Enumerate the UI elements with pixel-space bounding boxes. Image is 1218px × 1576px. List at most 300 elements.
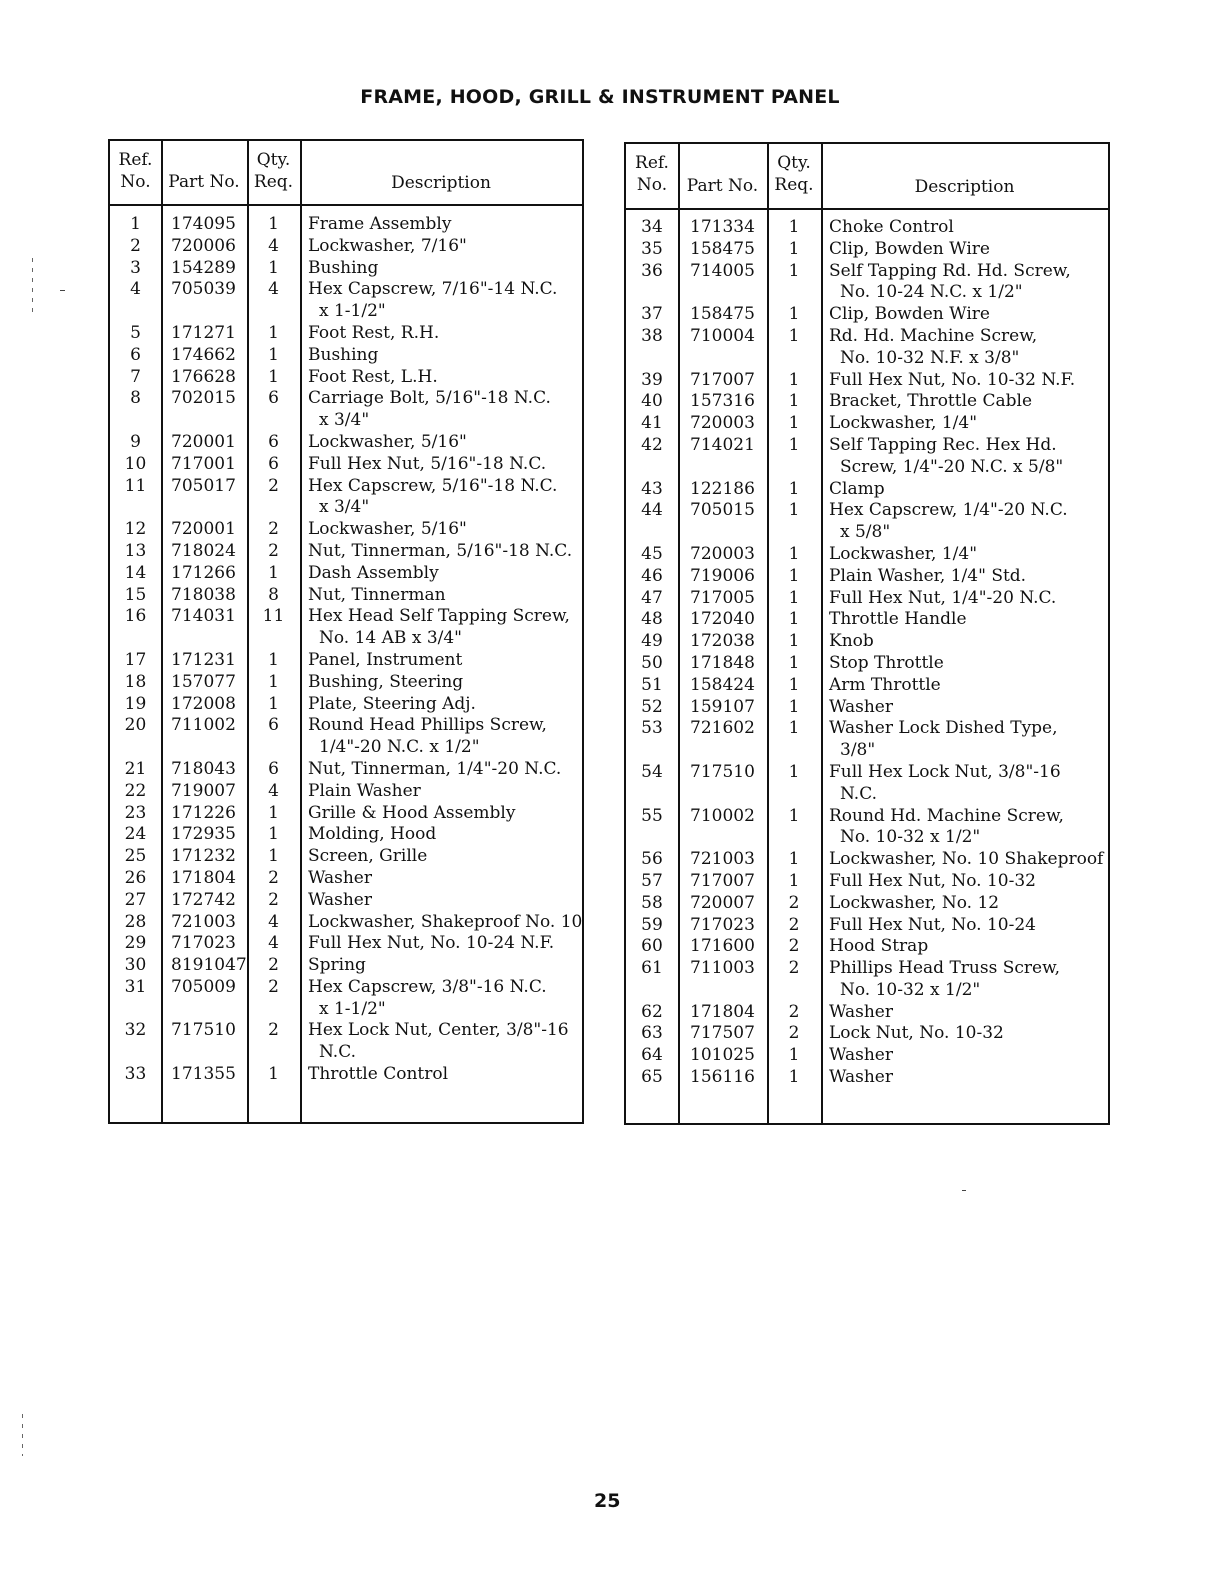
description — [829, 958, 1109, 1002]
scan-speck — [60, 290, 65, 291]
description — [829, 304, 1109, 326]
description-continuation: 3/8" — [840, 740, 876, 761]
header-qty-line1: Qty. — [256, 150, 291, 170]
description-line: Spring — [308, 955, 366, 976]
ref-no: 1 — [130, 214, 141, 234]
description-line: Screen, Grille — [308, 846, 428, 867]
description — [308, 214, 583, 236]
table-row — [110, 824, 582, 846]
ref-no: 53 — [641, 718, 663, 739]
ref-no: 37 — [641, 304, 663, 325]
description-line: Bushing — [308, 257, 379, 278]
description-line: Clip, Bowden Wire — [829, 304, 990, 325]
description — [829, 893, 1109, 915]
ref-no: 18 — [124, 671, 147, 692]
ref-no: 39 — [641, 369, 663, 390]
qty-req: 2 — [268, 519, 279, 540]
description — [308, 650, 583, 672]
description-continuation: x 1-1/2" — [319, 998, 386, 1019]
part-no: 718024 — [171, 540, 236, 561]
ref-no: 33 — [124, 1064, 147, 1085]
description-line: Full Hex Lock Nut, 3/8"-16 — [829, 761, 1061, 782]
qty-req: 6 — [268, 715, 279, 736]
table-row — [110, 759, 582, 781]
description-line: Lockwasher, Shakeproof No. 10 — [308, 911, 583, 932]
description-continuation: Screw, 1/4"-20 N.C. x 5/8" — [840, 456, 1064, 477]
description — [829, 1023, 1109, 1045]
qty-req: 2 — [268, 955, 279, 976]
table-row — [110, 541, 582, 563]
qty-req: 2 — [268, 1020, 279, 1041]
table-row — [626, 1023, 1108, 1045]
table-row — [626, 915, 1108, 937]
part-no: 702015 — [171, 388, 236, 409]
part-no: 122186 — [690, 478, 755, 499]
table-row — [626, 631, 1108, 653]
qty-req: 2 — [788, 936, 800, 957]
table-row — [626, 413, 1108, 435]
part-no: 717023 — [171, 933, 236, 954]
description-continuation: No. 14 AB x 3/4" — [319, 628, 462, 649]
part-no: 172742 — [171, 889, 236, 910]
qty-req: 6 — [268, 431, 279, 452]
description-line: Washer — [308, 867, 372, 888]
header-ref-line1: Ref. — [635, 153, 669, 173]
table-row — [110, 236, 582, 258]
qty-req: 6 — [268, 388, 279, 409]
description — [829, 261, 1109, 305]
part-no: 719006 — [690, 565, 755, 586]
ref-no: 25 — [124, 846, 147, 867]
ref-no: 56 — [641, 849, 663, 870]
header-ref-line2: No. — [120, 172, 151, 192]
description — [308, 606, 583, 650]
description-line: Bushing — [308, 344, 379, 365]
qty-req: 1 — [788, 696, 800, 717]
description — [829, 762, 1109, 806]
description-continuation: x 1-1/2" — [319, 301, 386, 322]
parts-table-left — [108, 139, 584, 1124]
description-line: Lockwasher, 1/4" — [829, 413, 978, 434]
description-line: Dash Assembly — [308, 562, 439, 583]
table-row — [110, 715, 582, 759]
qty-req: 1 — [788, 849, 800, 870]
part-no: 158475 — [690, 238, 755, 259]
ref-no: 50 — [641, 652, 663, 673]
header-part-no: Part No. — [686, 176, 759, 196]
qty-req: 4 — [268, 279, 279, 300]
description-continuation: No. 10-32 x 1/2" — [840, 827, 981, 848]
qty-req: 2 — [788, 958, 800, 979]
part-no: 172038 — [690, 631, 755, 652]
description-line: Lockwasher, 5/16" — [308, 519, 467, 540]
ref-no: 63 — [641, 1023, 663, 1044]
ref-no: 6 — [130, 344, 141, 365]
table-row — [626, 1067, 1108, 1089]
ref-no: 26 — [124, 867, 147, 888]
description-line: Lockwasher, No. 10 Shakeproof — [829, 849, 1104, 870]
description-continuation: x 5/8" — [840, 522, 891, 543]
part-no: 721003 — [690, 849, 755, 870]
description-line: Lockwasher, No. 12 — [829, 892, 1000, 913]
page-title: FRAME, HOOD, GRILL & INSTRUMENT PANEL — [360, 86, 840, 108]
part-no: 705017 — [171, 475, 236, 496]
description-line: Full Hex Nut, No. 10-32 N.F. — [829, 369, 1076, 390]
description-continuation: 1/4"-20 N.C. x 1/2" — [319, 737, 480, 758]
part-no: 717007 — [690, 870, 755, 891]
qty-req: 4 — [268, 235, 279, 256]
table-row — [110, 1064, 582, 1086]
description-line: Carriage Bolt, 5/16"-18 N.C. — [308, 388, 551, 409]
ref-no: 51 — [641, 674, 663, 695]
ref-no: 14 — [124, 562, 147, 583]
ref-no: 62 — [641, 1001, 663, 1022]
ref-no: 10 — [124, 453, 147, 474]
qty-req: 1 — [788, 434, 800, 455]
description-continuation: N.C. — [840, 783, 877, 804]
rows-right — [626, 217, 1108, 1089]
description-line: Lockwasher, 7/16" — [308, 235, 467, 256]
part-no: 720006 — [171, 235, 236, 256]
description-line: Choke Control — [829, 217, 954, 237]
description-line: Round Hd. Machine Screw, — [829, 805, 1064, 826]
qty-req: 1 — [268, 693, 279, 714]
description — [829, 544, 1109, 566]
description-line: Nut, Tinnerman, 5/16"-18 N.C. — [308, 540, 573, 561]
description-line: Full Hex Nut, 1/4"-20 N.C. — [829, 587, 1057, 608]
part-no: 174095 — [171, 214, 236, 234]
part-no: 159107 — [690, 696, 755, 717]
description-line: Plain Washer — [308, 780, 421, 801]
description-line: Hex Capscrew, 5/16"-18 N.C. — [308, 475, 558, 496]
description — [829, 806, 1109, 850]
scan-speck — [962, 1190, 966, 1191]
qty-req: 1 — [788, 761, 800, 782]
qty-req: 4 — [268, 780, 279, 801]
part-no: 172935 — [171, 824, 236, 845]
part-no: 157316 — [690, 391, 755, 412]
description-line: Lockwasher, 1/4" — [829, 543, 978, 564]
description-line: Washer — [829, 696, 893, 717]
part-no: 705039 — [171, 279, 236, 300]
header-qty-line2: Req. — [253, 172, 294, 192]
table-row — [626, 849, 1108, 871]
qty-req: 1 — [788, 805, 800, 826]
table-row — [626, 936, 1108, 958]
description-line: Panel, Instrument — [308, 649, 463, 670]
qty-req: 1 — [788, 325, 800, 346]
ref-no: 5 — [130, 322, 141, 343]
ref-no: 45 — [641, 543, 663, 564]
description — [308, 715, 583, 759]
description-line: Washer Lock Dished Type, — [829, 718, 1058, 739]
table-row — [110, 890, 582, 912]
ref-no: 58 — [641, 892, 663, 913]
description-line: Full Hex Nut, No. 10-24 N.F. — [308, 933, 555, 954]
table-row — [626, 479, 1108, 501]
qty-req: 1 — [788, 478, 800, 499]
parts-table-right — [624, 142, 1110, 1125]
ref-no: 15 — [124, 584, 147, 605]
description-continuation: No. 10-32 x 1/2" — [840, 979, 981, 1000]
description — [308, 781, 583, 803]
qty-req: 2 — [268, 475, 279, 496]
description-line: Foot Rest, L.H. — [308, 366, 438, 387]
description — [829, 915, 1109, 937]
description — [829, 479, 1109, 501]
ref-no: 60 — [641, 936, 663, 957]
description-line: Bushing, Steering — [308, 671, 464, 692]
part-no: 171232 — [171, 846, 236, 867]
description — [308, 585, 583, 607]
part-no: 717007 — [690, 369, 755, 390]
part-no: 720003 — [690, 543, 755, 564]
description — [308, 868, 583, 890]
qty-req: 1 — [268, 846, 279, 867]
qty-req: 2 — [788, 1001, 800, 1022]
part-no: 717005 — [690, 587, 755, 608]
table-row — [626, 588, 1108, 610]
part-no: 705009 — [171, 976, 236, 997]
ref-no: 11 — [124, 475, 147, 496]
table-row — [626, 1045, 1108, 1067]
part-no: 717510 — [171, 1020, 236, 1041]
table-row — [626, 391, 1108, 413]
qty-req: 1 — [268, 1064, 279, 1085]
description — [308, 476, 583, 520]
qty-req: 1 — [268, 649, 279, 670]
description — [308, 345, 583, 367]
ref-no: 61 — [641, 958, 663, 979]
description-line: Frame Assembly — [308, 214, 452, 234]
description — [308, 912, 583, 934]
description-line: Clamp — [829, 478, 885, 499]
qty-req: 1 — [788, 413, 800, 434]
qty-req: 6 — [268, 758, 279, 779]
part-no: 721003 — [171, 911, 236, 932]
description — [308, 846, 583, 868]
table-row — [110, 454, 582, 476]
description-line: Washer — [829, 1067, 893, 1088]
part-no: 721602 — [690, 718, 755, 739]
ref-no: 22 — [124, 780, 147, 801]
table-row — [110, 323, 582, 345]
table-row — [110, 563, 582, 585]
description — [308, 803, 583, 825]
description — [829, 1045, 1109, 1067]
header-part-no: Part No. — [168, 172, 240, 192]
description — [829, 413, 1109, 435]
ref-no: 4 — [130, 279, 141, 300]
table-row — [110, 606, 582, 650]
part-no: 720001 — [171, 519, 236, 540]
table-row — [110, 367, 582, 389]
qty-req: 1 — [268, 671, 279, 692]
description — [829, 936, 1109, 958]
table-row — [110, 803, 582, 825]
ref-no: 57 — [641, 870, 663, 891]
table-row — [626, 435, 1108, 479]
description-line: Throttle Handle — [829, 609, 967, 630]
description-line: Arm Throttle — [829, 674, 941, 695]
ref-no: 55 — [641, 805, 663, 826]
scan-speck — [22, 1414, 23, 1456]
description — [829, 326, 1109, 370]
ref-no: 43 — [641, 478, 663, 499]
ref-no: 59 — [641, 914, 663, 935]
description-line: Round Head Phillips Screw, — [308, 715, 547, 736]
table-row — [110, 650, 582, 672]
qty-req: 1 — [788, 500, 800, 521]
description — [308, 1064, 583, 1086]
description-line: Knob — [829, 631, 874, 652]
ref-no: 2 — [130, 235, 141, 256]
qty-req: 1 — [788, 870, 800, 891]
qty-req: 2 — [268, 976, 279, 997]
description — [829, 718, 1109, 762]
description-line: Plain Washer, 1/4" Std. — [829, 565, 1027, 586]
part-no: 8191047 — [171, 955, 247, 976]
qty-req: 1 — [788, 260, 800, 281]
description — [308, 323, 583, 345]
ref-no: 41 — [641, 413, 663, 434]
header-ref-line1: Ref. — [118, 150, 153, 170]
description-line: Self Tapping Rec. Hex Hd. — [829, 434, 1057, 455]
description — [308, 388, 583, 432]
description-line: Washer — [829, 1045, 893, 1066]
qty-req: 2 — [788, 892, 800, 913]
description — [308, 694, 583, 716]
part-no: 171804 — [690, 1001, 755, 1022]
ref-no: 54 — [641, 761, 663, 782]
table-row — [110, 432, 582, 454]
description-line: Nut, Tinnerman — [308, 584, 446, 605]
ref-no: 32 — [124, 1020, 147, 1041]
ref-no: 17 — [124, 649, 147, 670]
part-no: 158475 — [690, 304, 755, 325]
description-line: Hex Head Self Tapping Screw, — [308, 606, 570, 627]
table-row — [110, 214, 582, 236]
part-no: 714021 — [690, 434, 755, 455]
table-row — [626, 304, 1108, 326]
description-line: Hex Capscrew, 7/16"-14 N.C. — [308, 279, 558, 300]
qty-req: 2 — [788, 914, 800, 935]
description-continuation: x 3/4" — [319, 410, 370, 431]
description — [308, 367, 583, 389]
qty-req: 1 — [788, 587, 800, 608]
table-row — [626, 871, 1108, 893]
table-row — [626, 239, 1108, 261]
qty-req: 1 — [788, 609, 800, 630]
qty-req: 1 — [268, 322, 279, 343]
qty-req: 2 — [268, 867, 279, 888]
part-no: 171355 — [171, 1064, 236, 1085]
description — [308, 454, 583, 476]
description — [829, 653, 1109, 675]
table-row — [626, 500, 1108, 544]
description-line: Phillips Head Truss Screw, — [829, 958, 1061, 979]
table-row — [110, 933, 582, 955]
part-no: 711003 — [690, 958, 755, 979]
ref-no: 27 — [124, 889, 147, 910]
description-line: Full Hex Nut, 5/16"-18 N.C. — [308, 453, 547, 474]
table-row — [110, 955, 582, 977]
qty-req: 1 — [268, 562, 279, 583]
part-no: 705015 — [690, 500, 755, 521]
part-no: 171231 — [171, 649, 236, 670]
table-row — [110, 388, 582, 432]
qty-req: 1 — [268, 802, 279, 823]
description-line: Stop Throttle — [829, 652, 944, 673]
part-no: 171600 — [690, 936, 755, 957]
qty-req: 1 — [788, 391, 800, 412]
qty-req: 1 — [788, 369, 800, 390]
description — [829, 1002, 1109, 1024]
part-no: 711002 — [171, 715, 236, 736]
ref-no: 38 — [641, 325, 663, 346]
ref-no: 29 — [124, 933, 147, 954]
table-row — [626, 566, 1108, 588]
description — [829, 370, 1109, 392]
part-no: 171848 — [690, 652, 755, 673]
description-line: Bracket, Throttle Cable — [829, 391, 1033, 412]
description — [829, 609, 1109, 631]
description-line: Lock Nut, No. 10-32 — [829, 1023, 1004, 1044]
ref-no: 21 — [124, 758, 147, 779]
table-row — [626, 697, 1108, 719]
description — [829, 588, 1109, 610]
description-line: Washer — [829, 1001, 893, 1022]
part-no: 717023 — [690, 914, 755, 935]
ref-no: 40 — [641, 391, 663, 412]
table-row — [110, 694, 582, 716]
description — [829, 871, 1109, 893]
part-no: 157077 — [171, 671, 236, 692]
ref-no: 64 — [641, 1045, 663, 1066]
part-no: 714031 — [171, 606, 236, 627]
description — [829, 435, 1109, 479]
table-row — [110, 1020, 582, 1064]
part-no: 172008 — [171, 693, 236, 714]
ref-no: 44 — [641, 500, 663, 521]
description-line: Washer — [308, 889, 372, 910]
qty-req: 8 — [268, 584, 279, 605]
table-row — [626, 370, 1108, 392]
description — [308, 432, 583, 454]
qty-req: 11 — [262, 606, 285, 627]
qty-req: 1 — [268, 824, 279, 845]
description-line: Hex Capscrew, 1/4"-20 N.C. — [829, 500, 1068, 521]
description-continuation: No. 10-32 N.F. x 3/8" — [840, 347, 1020, 368]
qty-req: 2 — [268, 540, 279, 561]
table-row — [110, 977, 582, 1021]
description — [829, 566, 1109, 588]
table-row — [110, 519, 582, 541]
part-no: 717001 — [171, 453, 236, 474]
table-row — [626, 326, 1108, 370]
header-qty-line2: Req. — [774, 175, 814, 195]
description — [829, 675, 1109, 697]
description-line: Hood Strap — [829, 936, 929, 957]
part-no: 171271 — [171, 322, 236, 343]
qty-req: 1 — [788, 543, 800, 564]
scan-speck — [32, 258, 33, 318]
description — [308, 824, 583, 846]
table-row — [626, 806, 1108, 850]
ref-no: 47 — [641, 587, 663, 608]
description — [829, 239, 1109, 261]
description — [308, 279, 583, 323]
